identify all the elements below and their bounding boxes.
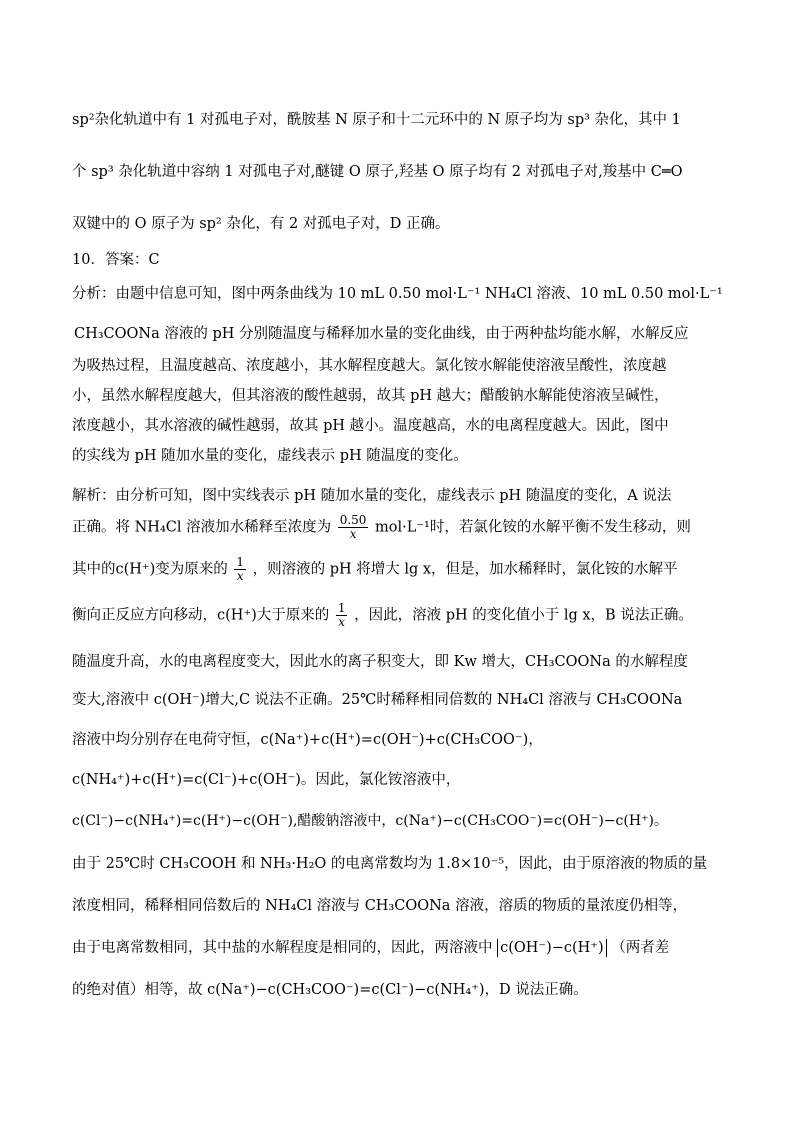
solution-line9: c(Cl⁻)−c(NH₄⁺)=c(H⁺)−c(OH⁻),醋酸钠溶液中，c(Na⁺)−c(CH₃COO⁻)=c(OH⁻)−c(H⁺)。: [72, 813, 668, 829]
solution-line2-start: 正确。将 NH₄Cl 溶液加水稀释至浓度为: [72, 519, 332, 536]
analysis-line5: 浓度越小，其水溶液的碱性越弱，故其 pH 越小。温度越高，水的电离程度越大。因此，图中: [72, 418, 669, 434]
solution-line1: 解析：由分析可知，图中实线表示 pH 随加水量的变化，虚线表示 pH 随温度的变化，A 说法: [72, 488, 672, 504]
answer-heading: 10．答案：C: [72, 252, 160, 268]
solution-line3-start: 其中的c(H⁺)变为原来的: [72, 561, 228, 578]
solution-line10: 由于 25℃时 CH₃COOH 和 NH₃·H₂O 的电离常数均为 1.8×10⁻⁵，因此，由于原溶液的物质的量: [72, 856, 708, 872]
fraction-denominator: x: [236, 569, 244, 583]
fraction-numerator: 1: [337, 601, 346, 615]
fraction-numerator: 0.50: [339, 513, 367, 527]
fraction-denominator: x: [338, 615, 346, 629]
solution-line12-start: 由于电离常数相同，其中盐的水解程度是相同的，因此，两溶液中: [72, 940, 493, 956]
fraction-denominator: x: [349, 527, 357, 541]
analysis-line2: CH₃COONa 溶液的 pH 分别随温度与稀释加水量的变化曲线，由于两种盐均能水解，水解反应: [74, 326, 689, 342]
para1-line2: 个 sp³ 杂化轨道中容纳 1 对孤电子对,醚键 O 原子,羟基 O 原子均有 2 对孤电子对,羧基中 C═O: [72, 164, 683, 180]
solution-line2: [72, 514, 691, 541]
analysis-line3: 为吸热过程，且温度越高、浓度越小，其水解程度越大。氯化铵水解能使溶液呈酸性，浓度越: [72, 358, 667, 374]
solution-line3: [72, 556, 678, 583]
solution-line12: [72, 936, 669, 957]
solution-line5: 随温度升高，水的电离程度变大，因此水的离子积变大，即 Kw 增大，CH₃COONa 的水解程度: [72, 654, 688, 670]
solution-line4-end: ，因此，溶液 pH 的变化值小于 lg x，B 说法正确。: [354, 607, 693, 624]
solution-line8: c(NH₄⁺)+c(H⁺)=c(Cl⁻)+c(OH⁻)。因此，氯化铵溶液中，: [72, 772, 461, 788]
solution-line11: 浓度相同，稀释相同倍数后的 NH₄Cl 溶液与 CH₃COONa 溶液，溶质的物质的量浓度仍相等，: [72, 898, 688, 914]
para1-line1: sp²杂化轨道中有 1 对孤电子对，酰胺基 N 原子和十二元环中的 N 原子均为 sp³ 杂化，其中 1: [72, 112, 681, 128]
fraction-1-over-x: [234, 556, 246, 583]
analysis-line6: 的实线为 pH 随加水量的变化，虚线表示 pH 随温度的变化。: [72, 448, 468, 464]
solution-line3-end: ，则溶液的 pH 将增大 lg x，但是，加水稀释时，氯化铵的水解平: [252, 561, 678, 578]
analysis-line1: 分析：由题中信息可知，图中两条曲线为 10 mL 0.50 mol·L⁻¹ NH₄Cl 溶液、10 mL 0.50 mol·L⁻¹: [72, 286, 723, 302]
solution-line7: 溶液中均分别存在电荷守恒，c(Na⁺)+c(H⁺)=c(OH⁻)+c(CH₃COO⁻)，: [72, 732, 543, 748]
para1-line3: 双键中的 O 原子为 sp² 杂化，有 2 对孤电子对，D 正确。: [72, 216, 450, 232]
fraction-050-over-x: [338, 514, 369, 541]
solution-line4-start: 衡向正反应方向移动，c(H⁺)大于原来的: [72, 607, 330, 624]
solution-line6: 变大,溶液中 c(OH⁻)增大,C 说法不正确。25℃时稀释相同倍数的 NH₄Cl 溶液与 CH₃COONa: [72, 692, 683, 708]
solution-line2-end: mol·L⁻¹时，若氯化铵的水解平衡不发生移动，则: [375, 519, 691, 536]
solution-line4: [72, 602, 693, 629]
solution-line13: 的绝对值）相等，故 c(Na⁺)−c(CH₃COO⁻)=c(Cl⁻)−c(NH₄⁺)，D 说法正确。: [72, 982, 588, 998]
fraction-1-over-x: [336, 602, 348, 629]
absolute-value-expression: c(OH⁻)−c(H⁺): [497, 939, 607, 957]
solution-line12-end: （两者差: [611, 940, 670, 956]
analysis-line4: 小，虽然水解程度越大，但其溶液的酸性越弱，故其 pH 越大；醋酸钠水解能使溶液呈碱性，: [72, 388, 669, 404]
fraction-numerator: 1: [236, 555, 244, 569]
